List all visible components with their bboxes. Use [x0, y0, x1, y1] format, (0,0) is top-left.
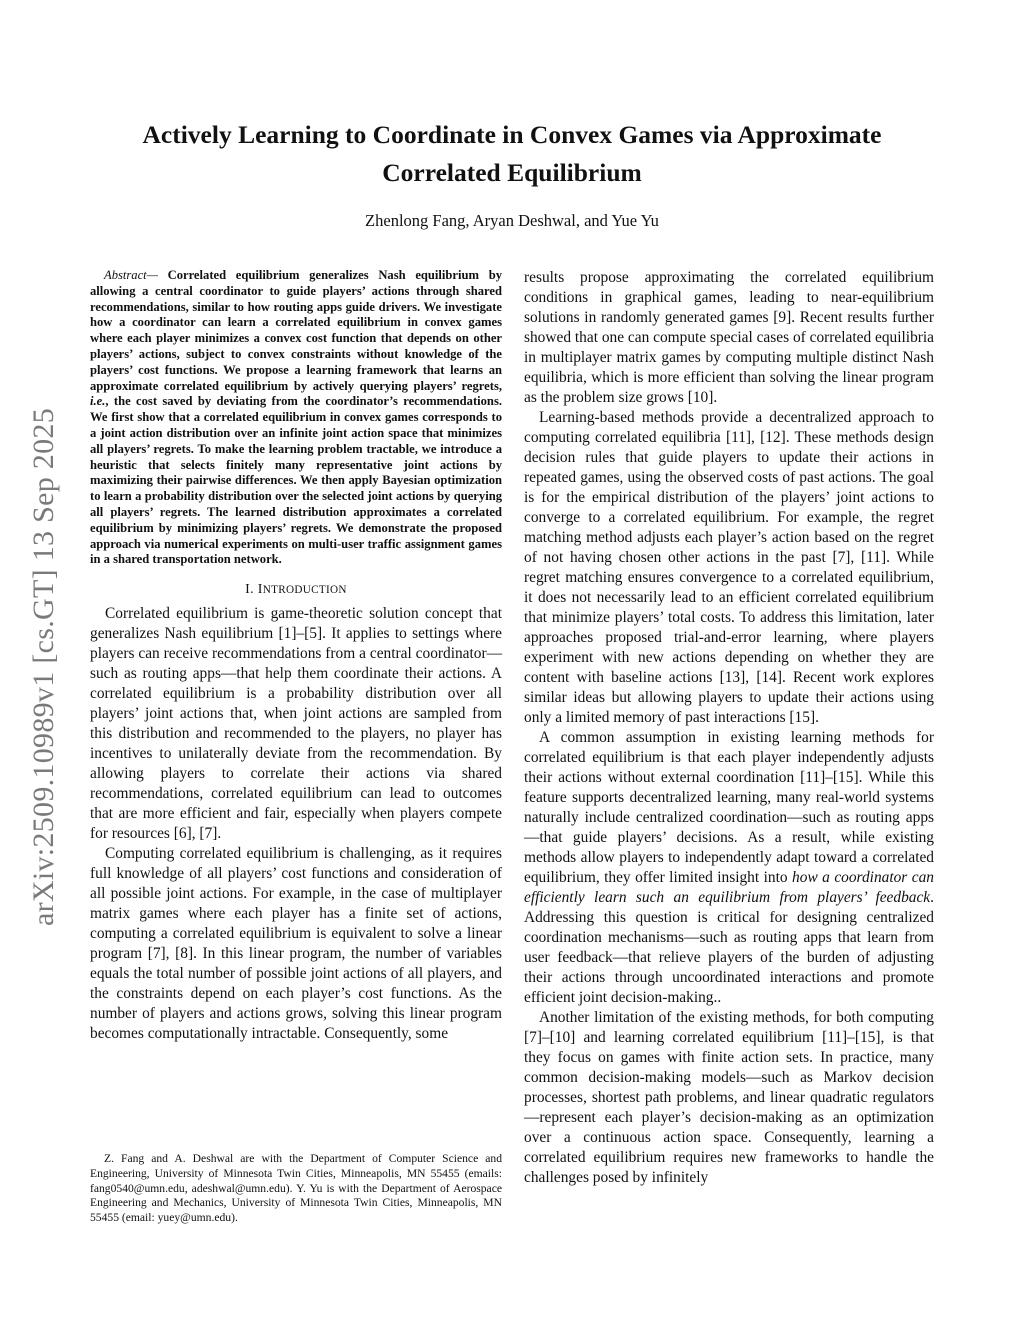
- abstract-text-cont: , the cost saved by deviating from the coordinator’s recommendations. We first show that a correlated equilibrium in convex games corresponds to a joint action distribution over an infinite joint action space that minimizes all players’ regrets. To make the learning problem tractable, we introduce a heuristic that selects finitely many representative joint actions by maximizing their pairwise differences. We then apply Bayesian optimization to learn a probability distribution over the selected joint actions by querying all players’ regrets. The learned distribution approximates a correlated equilibrium by minimizing players’ regrets. We demonstrate the proposed approach via numerical experiments on multi-user traffic assignment games in a shared transportation network.: [90, 394, 502, 567]
- abstract-ie: i.e.: [90, 394, 106, 409]
- paper-title: Actively Learning to Coordinate in Convex Games via Approximate Correlated Equilibrium: [142, 120, 882, 188]
- intro-paragraph-5: Another limitation of the existing methods, for both computing [7]–[10] and learning correlated equilibrium [11]–[15], is that they focus on games with finite action sets. In practice, many common decision-making models—such as Markov decision processes, shortest path problems, and linear quadratic regulators—represent each player’s decision-making as an optimization over a continuous action space. Consequently, learning a correlated equilibrium requires new frameworks to handle the challenges posed by infinitely: [524, 1009, 934, 1186]
- emphasized-question: how a coordinator can efficiently learn such an equilibrium from players’ feedback: [524, 869, 934, 906]
- author-list: Zhenlong Fang, Aryan Deshwal, and Yue Yu: [365, 211, 659, 230]
- left-column: [90, 268, 502, 1044]
- intro-paragraph-1: Correlated equilibrium is game-theoretic solution concept that generalizes Nash equilibrium [1]–[5]. It applies to settings where players can receive recommendations from a central coordinator—such as routing apps—that help them coordinate their actions. A correlated equilibrium is a probability distribution over all players’ joint actions that, when joint actions are sampled from this distribution and recommended to the players, no player has incentives to unilaterally deviate from the recommendation. By allowing players to correlate their actions via shared recommendations, correlated equilibrium can lead to outcomes that are more efficient and fair, especially when players compete for resources [6], [7].: [90, 605, 502, 843]
- right-column: [524, 268, 934, 1188]
- intro-paragraph-4: A common assumption in existing learning methods for correlated equilibrium is that each player independently adjusts their actions without external coordination [11]–[15]. While this feature supports decentralized learning, many real-world systems naturally include centralized coordination—such as routing apps—that guide players’ decisions. As a result, while existing methods allow players to independently adapt toward a correlated equilibrium, they offer limited insight into how a coordinator can efficiently learn such an equilibrium from players’ feedback. Addressing this question is critical for designing centralized coordination mechanisms—such as routing apps that learn from user feedback—that relieve players of the burden of adjusting their actions through uncoordinated interactions and promote efficient joint decision-making..: [524, 729, 934, 1006]
- author-affiliation-footnote: Z. Fang and A. Deshwal are with the Department of Computer Science and Engineering, University of Minnesota Twin Cities, Minneapolis, MN 55455 (emails: fang0540@umn.edu, adeshwal@umn.edu). Y. Yu is with the Department of Aerospace Engineering and Mechanics, University of Minnesota Twin Cities, Minneapolis, MN 55455 (email: yuey@umn.edu).: [90, 1152, 502, 1225]
- intro-paragraph-2-continued: results propose approximating the correlated equilibrium conditions in graphical games, leading to near-equilibrium solutions in randomly generated games [9]. Recent results further showed that one can compute special cases of correlated equilibria in multiplayer matrix games by computing multiple distinct Nash equilibria, which is more efficient than solving the linear program as the problem size grows [10].: [524, 269, 934, 406]
- section-numeral: I.: [245, 582, 254, 598]
- abstract-label: Abstract: [104, 268, 147, 282]
- abstract-text: Correlated equilibrium generalizes Nash equilibrium by allowing a central coordinator to guide players’ actions through shared recommendations, similar to how routing apps guide drivers. We investigate how a coordinator can learn a correlated equilibrium in convex games where each player minimizes a convex cost function that depends on other players’ actions, subject to convex constraints without knowledge of the players’ cost functions. We propose a learning framework that learns an approximate correlated equilibrium by actively querying players’ regrets,: [90, 268, 502, 393]
- section-heading-introduction: I. INTRODUCTION: [245, 582, 347, 598]
- intro-paragraph-2: Computing correlated equilibrium is challenging, as it requires full knowledge of all players’ cost functions and consideration of all possible joint actions. For example, in the case of multiplayer matrix games where each player has a finite set of actions, computing a correlated equilibrium is equivalent to solve a linear program [7], [8]. In this linear program, the number of variables equals the total number of possible joint actions of all players, and the constraints depend on each player’s cost functions. As the number of players and actions grows, solving this linear program becomes computationally intractable. Consequently, some: [90, 845, 502, 1043]
- arxiv-identifier: arXiv:2509.10989v1 [cs.GT] 13 Sep 2025: [27, 407, 60, 926]
- arxiv-sidebar: [14, 374, 74, 959]
- abstract: Abstract— Correlated equilibrium generalizes Nash equilibrium by allowing a central coordinator to guide players’ actions through shared recommendations, similar to how routing apps guide drivers. We investigate how a coordinator can learn a correlated equilibrium in convex games where each player minimizes a convex cost function that depends on other players’ actions, subject to convex constraints without knowledge of the players’ cost functions. We propose a learning framework that learns an approximate correlated equilibrium by actively querying players’ regrets, i.e., the cost saved by deviating from the coordinator’s recommendations. We first show that a correlated equilibrium in convex games corresponds to a joint action distribution over an infinite joint action space that minimizes all players’ regrets. To make the learning problem tractable, we introduce a heuristic that selects finitely many representative joint actions by maximizing their pairwise differences. We then apply Bayesian optimization to learn a probability distribution over the selected joint actions by querying all players’ regrets. The learned distribution approximates a correlated equilibrium by minimizing players’ regrets. We demonstrate the proposed approach via numerical experiments on multi-user traffic assignment games in a shared transportation network.: [90, 268, 502, 567]
- intro-paragraph-3: Learning-based methods provide a decentralized approach to computing correlated equilibria [11], [12]. These methods design decision rules that guide players to update their actions in repeated games, using the observed costs of past actions. The goal is for the empirical distribution of the players’ joint actions to converge to a correlated equilibrium. For example, the regret matching method adjusts each player’s action based on the regret of not having chosen other actions in the past [7], [11]. While regret matching ensures convergence to a correlated equilibrium, it does not necessarily lead to an efficient correlated equilibrium that minimize players’ total costs. To address this limitation, later approaches proposed trial-and-error learning, where players experiment with new actions depending on whether they are content with baseline actions [13], [14]. Recent work explores similar ideas but allowing players to update their actions using only a limited memory of past interactions [15].: [524, 409, 934, 726]
